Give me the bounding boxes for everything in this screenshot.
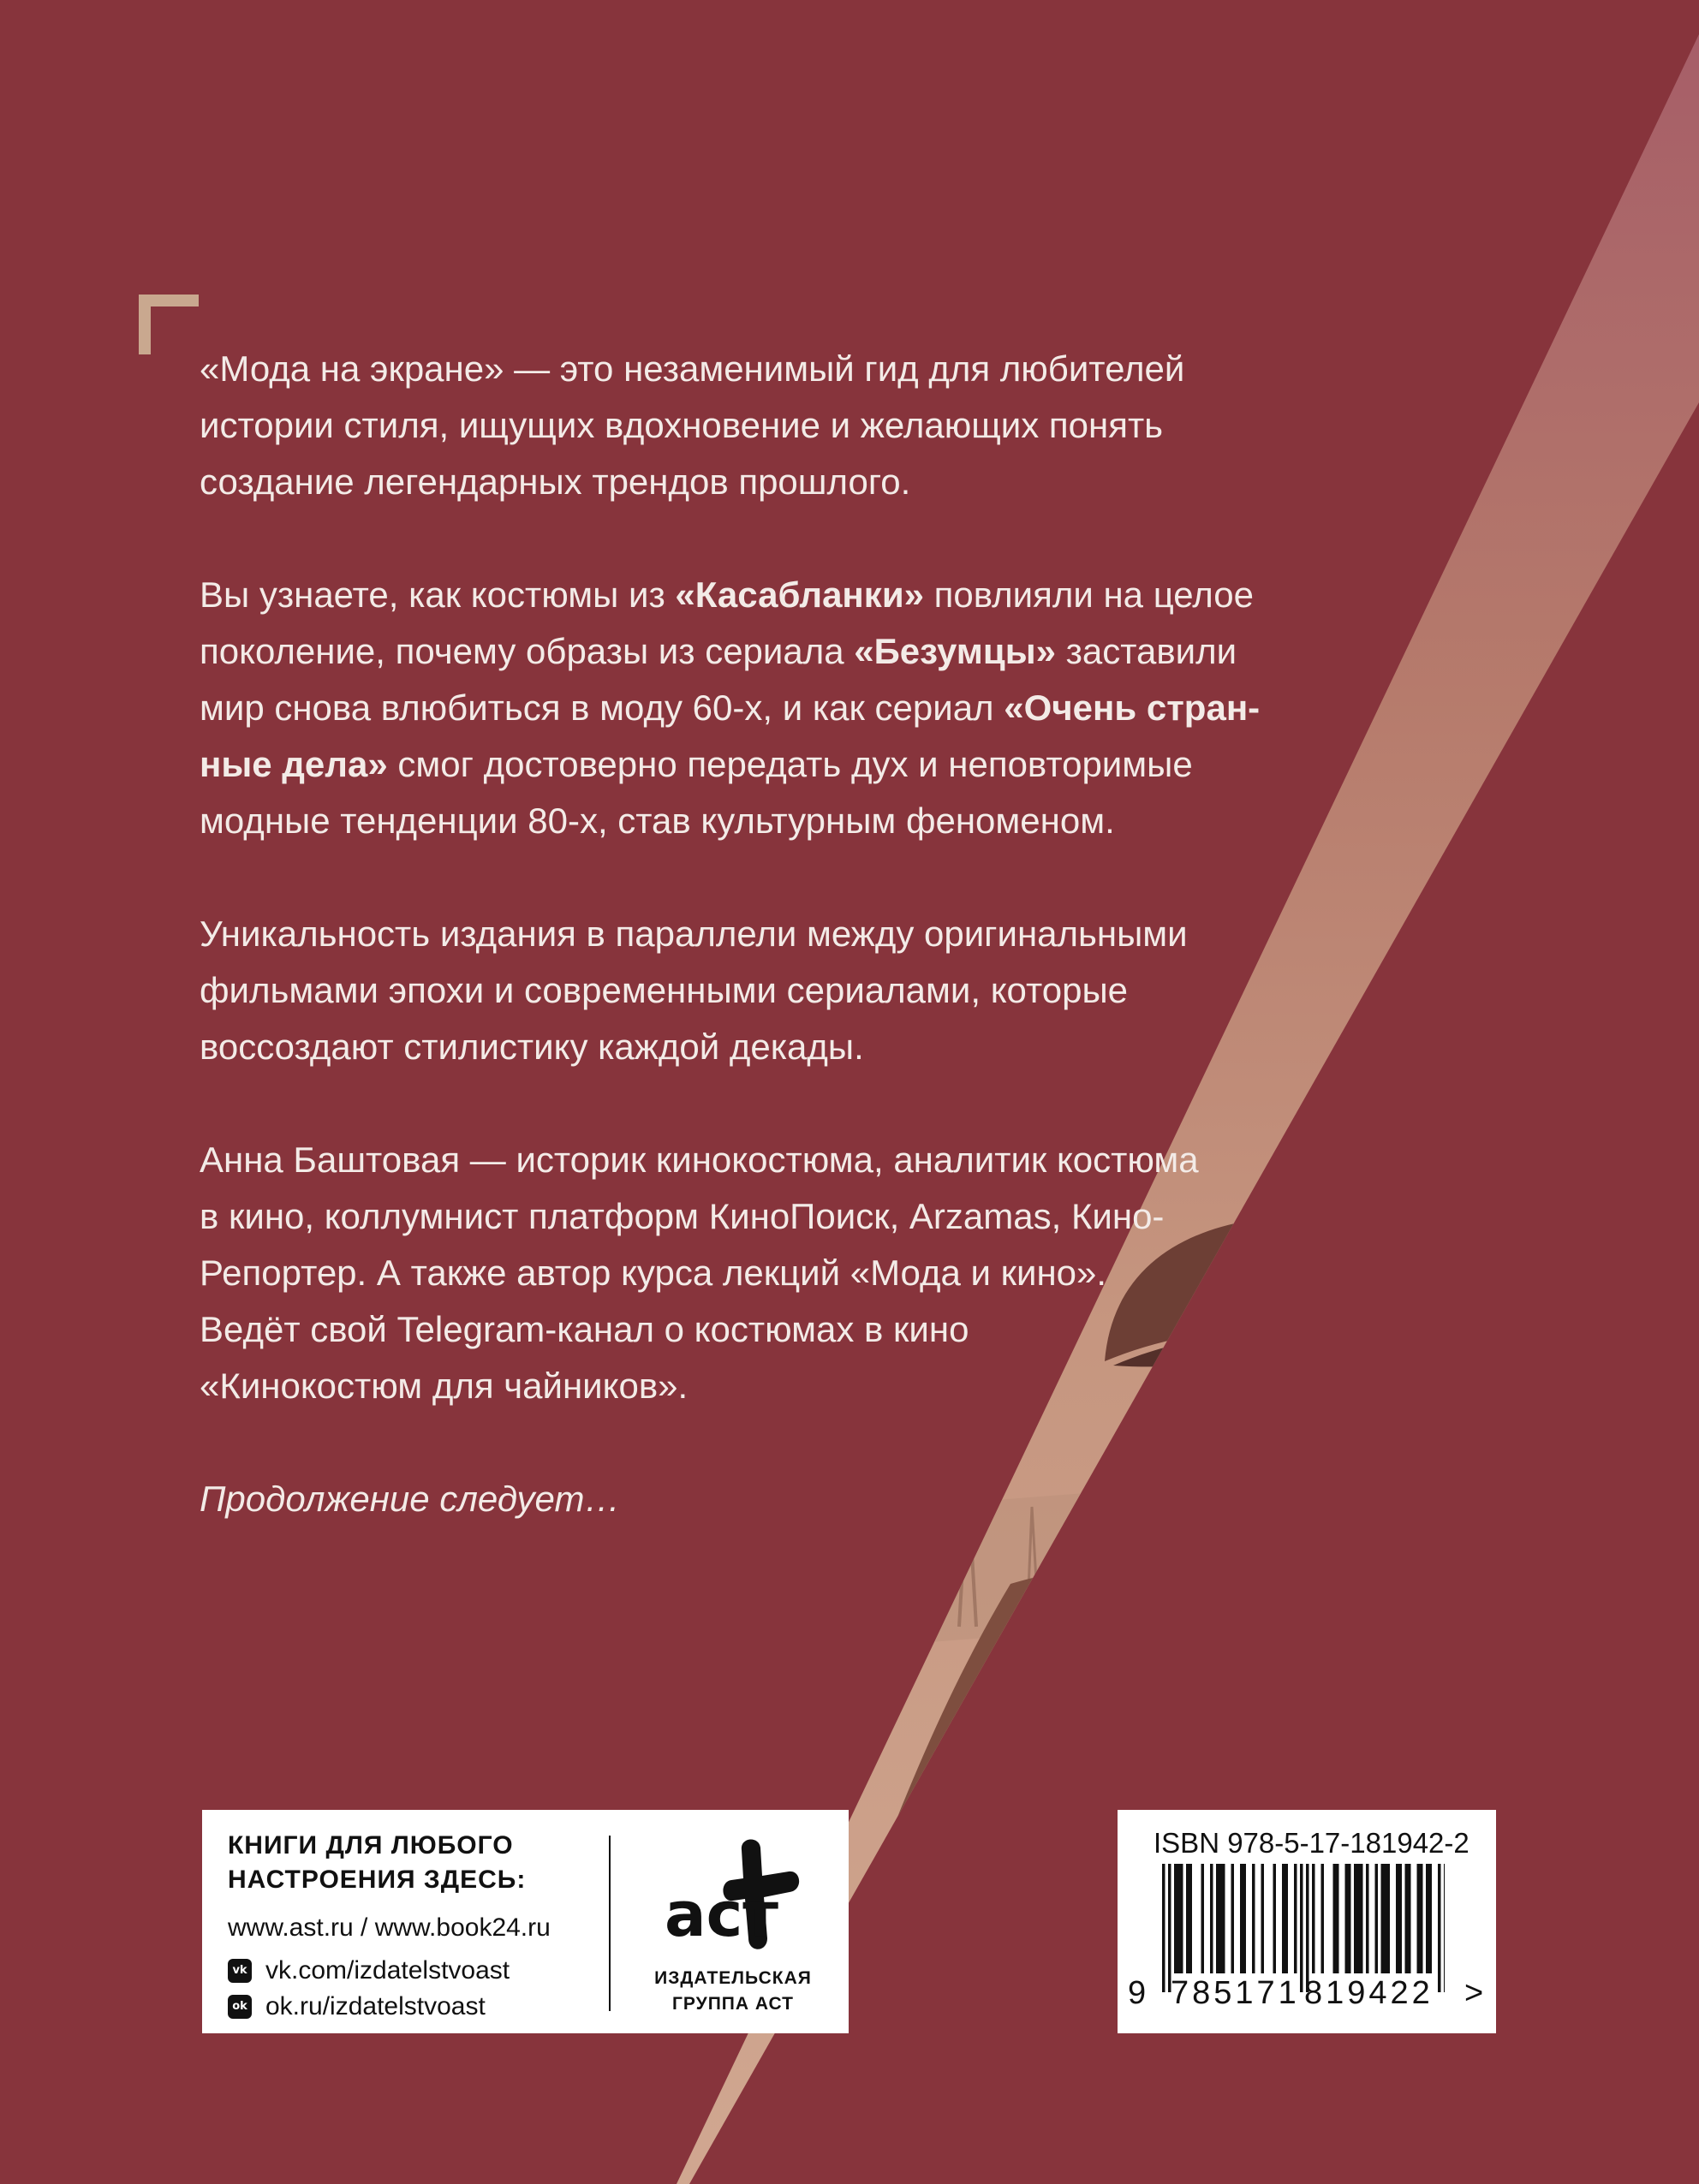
barcode-bar <box>1174 1864 1177 1973</box>
barcode-bar <box>1285 1864 1289 1973</box>
barcode-digit-first: 9 <box>1128 1975 1147 2011</box>
promo-heading-line-1: КНИГИ ДЛЯ ЛЮБОГО <box>228 1831 514 1860</box>
logo-caption-line-1: ИЗДАТЕЛЬСКАЯ <box>654 1968 812 1988</box>
continuation-note <box>200 1471 1381 1527</box>
quote-corner-mark <box>139 295 199 354</box>
barcode-bar <box>1381 1864 1385 1973</box>
text-line: истории стиля, ищущих вдохновение и желающих понять <box>200 405 1164 445</box>
barcode-bar <box>1282 1864 1285 1973</box>
barcode-bar <box>1405 1864 1409 1973</box>
barcode-digits-left: 785171 <box>1171 1975 1300 2011</box>
barcode-bar <box>1177 1864 1181 1973</box>
text-line: «Мода на экране» — это незаменимый гид для любителей <box>200 348 1185 389</box>
barcode-bar <box>1180 1864 1183 1973</box>
barcode-bar <box>1336 1864 1339 1973</box>
text-line: «Кинокостюм для чайников». <box>200 1366 689 1406</box>
barcode-bar <box>1273 1864 1277 1973</box>
logo-caption <box>639 1966 827 2017</box>
author-bio-paragraph <box>200 1132 1381 1414</box>
barcode-bar <box>1348 1864 1351 1973</box>
barcode-bar <box>1162 1864 1165 1992</box>
text-line: Репортер. А также автор курса лекций «Мода и кино». <box>200 1253 1107 1293</box>
isbn-barcode-box <box>1118 1810 1496 2033</box>
barcode-bar <box>1357 1864 1361 1973</box>
isbn-label: ISBN 978-5-17-181942-2 <box>1154 1827 1469 1859</box>
barcode-bar <box>1354 1864 1357 1973</box>
barcode-bar <box>1216 1864 1219 1973</box>
barcode-bar <box>1438 1864 1441 1992</box>
logo-caption-line-2: ГРУППА АСТ <box>672 1994 794 2014</box>
barcode-digits-right: 819422 <box>1304 1975 1434 2011</box>
barcode-bar <box>1420 1864 1423 1973</box>
description-text <box>200 341 1381 1584</box>
barcode-bar <box>1417 1864 1421 1973</box>
vk-icon: vk <box>228 1959 252 1983</box>
barcode-bar <box>1429 1864 1433 1973</box>
barcode-bar <box>1222 1864 1225 1973</box>
text-line: воссоздают стилистику каждой декады. <box>200 1027 864 1067</box>
barcode-bar <box>1333 1864 1337 1973</box>
text-line: модные тенденции 80-х, став культурным феноменом. <box>200 800 1115 841</box>
promo-heading <box>228 1829 526 1897</box>
promo-heading-line-2: НАСТРОЕНИЯ ЗДЕСЬ: <box>228 1866 527 1894</box>
text-line: в кино, коллумнист платформ КиноПоиск, Arzamas, Кино- <box>200 1196 1165 1236</box>
barcode-bar <box>1252 1864 1255 1973</box>
barcode-bar <box>1396 1864 1399 1973</box>
barcode-bar <box>1189 1864 1193 1973</box>
barcode-bar <box>1300 1864 1303 1992</box>
barcode-bar <box>1321 1864 1325 1973</box>
odnoklassniki-icon: ok <box>228 1995 252 2019</box>
text-line: создание легендарных трендов прошлого. <box>200 461 911 502</box>
barcode-bar <box>1219 1864 1223 1973</box>
barcode-bar <box>1399 1864 1403 1973</box>
barcode-bar <box>1426 1864 1429 1973</box>
barcode-bar <box>1408 1864 1411 1973</box>
promo-divider <box>609 1836 611 2011</box>
publisher-promo-box <box>202 1810 849 2033</box>
barcode-bar <box>1366 1864 1369 1973</box>
description-paragraph-1 <box>200 341 1381 510</box>
barcode-bar <box>1294 1864 1297 1973</box>
ast-logo-mark <box>639 1829 827 1966</box>
social-link-text: vk.com/izdatelstvoast <box>265 1956 510 1985</box>
barcode-bar <box>1444 1864 1445 1992</box>
barcode-bar <box>1261 1864 1265 1973</box>
barcode-bar <box>1240 1864 1243 1973</box>
text-line: ные дела» смог достоверно передать дух и неповторимые <box>200 744 1193 784</box>
text-line: Анна Баштовая — историк кинокостюма, аналитик костюма <box>200 1140 1199 1180</box>
barcode-bar <box>1387 1864 1391 1973</box>
barcode-bar <box>1186 1864 1189 1973</box>
ean13-barcode <box>1162 1864 1445 1992</box>
isbn-digits <box>1118 1975 1496 2018</box>
publisher-logo <box>639 1829 827 2026</box>
barcode-bar <box>1168 1864 1171 1992</box>
ast-logo-text: аст <box>665 1878 778 1950</box>
text-line: Вы узнаете, как костюмы из «Касабланки» повлияли на целое <box>200 574 1254 615</box>
barcode-bar <box>1231 1864 1235 1973</box>
barcode-bar <box>1243 1864 1247 1973</box>
text-line: Уникальность издания в параллели между оригинальными <box>200 913 1188 954</box>
description-paragraph-2 <box>200 567 1381 849</box>
social-link-ok[interactable] <box>228 1990 486 2024</box>
text-line: Ведёт свой Telegram-канал о костюмах в кино <box>200 1309 969 1349</box>
barcode-bar <box>1345 1864 1349 1973</box>
social-link-text: ok.ru/izdatelstvoast <box>265 1992 486 2020</box>
text-line: поколение, почему образы из сериала «Безумцы» заставили <box>200 631 1237 671</box>
barcode-quiet-zone-mark: > <box>1464 1975 1484 2011</box>
barcode-bar <box>1312 1864 1315 1973</box>
continuation-text: Продолжение следует… <box>200 1479 621 1519</box>
promo-websites[interactable]: www.ast.ru / www.book24.ru <box>228 1913 551 1942</box>
barcode-bar <box>1375 1864 1379 1973</box>
social-link-vk[interactable] <box>228 1954 510 1988</box>
barcode-bar <box>1201 1864 1205 1973</box>
text-line: фильмами эпохи и современными сериалами, которые <box>200 970 1129 1010</box>
text-line: мир снова влюбиться в моду 60-х, и как сериал «Очень стран- <box>200 687 1261 728</box>
barcode-bar <box>1210 1864 1213 1973</box>
description-paragraph-3 <box>200 906 1381 1075</box>
barcode-bar <box>1384 1864 1387 1973</box>
barcode-bar <box>1306 1864 1309 1992</box>
barcode-bar <box>1360 1864 1363 1973</box>
